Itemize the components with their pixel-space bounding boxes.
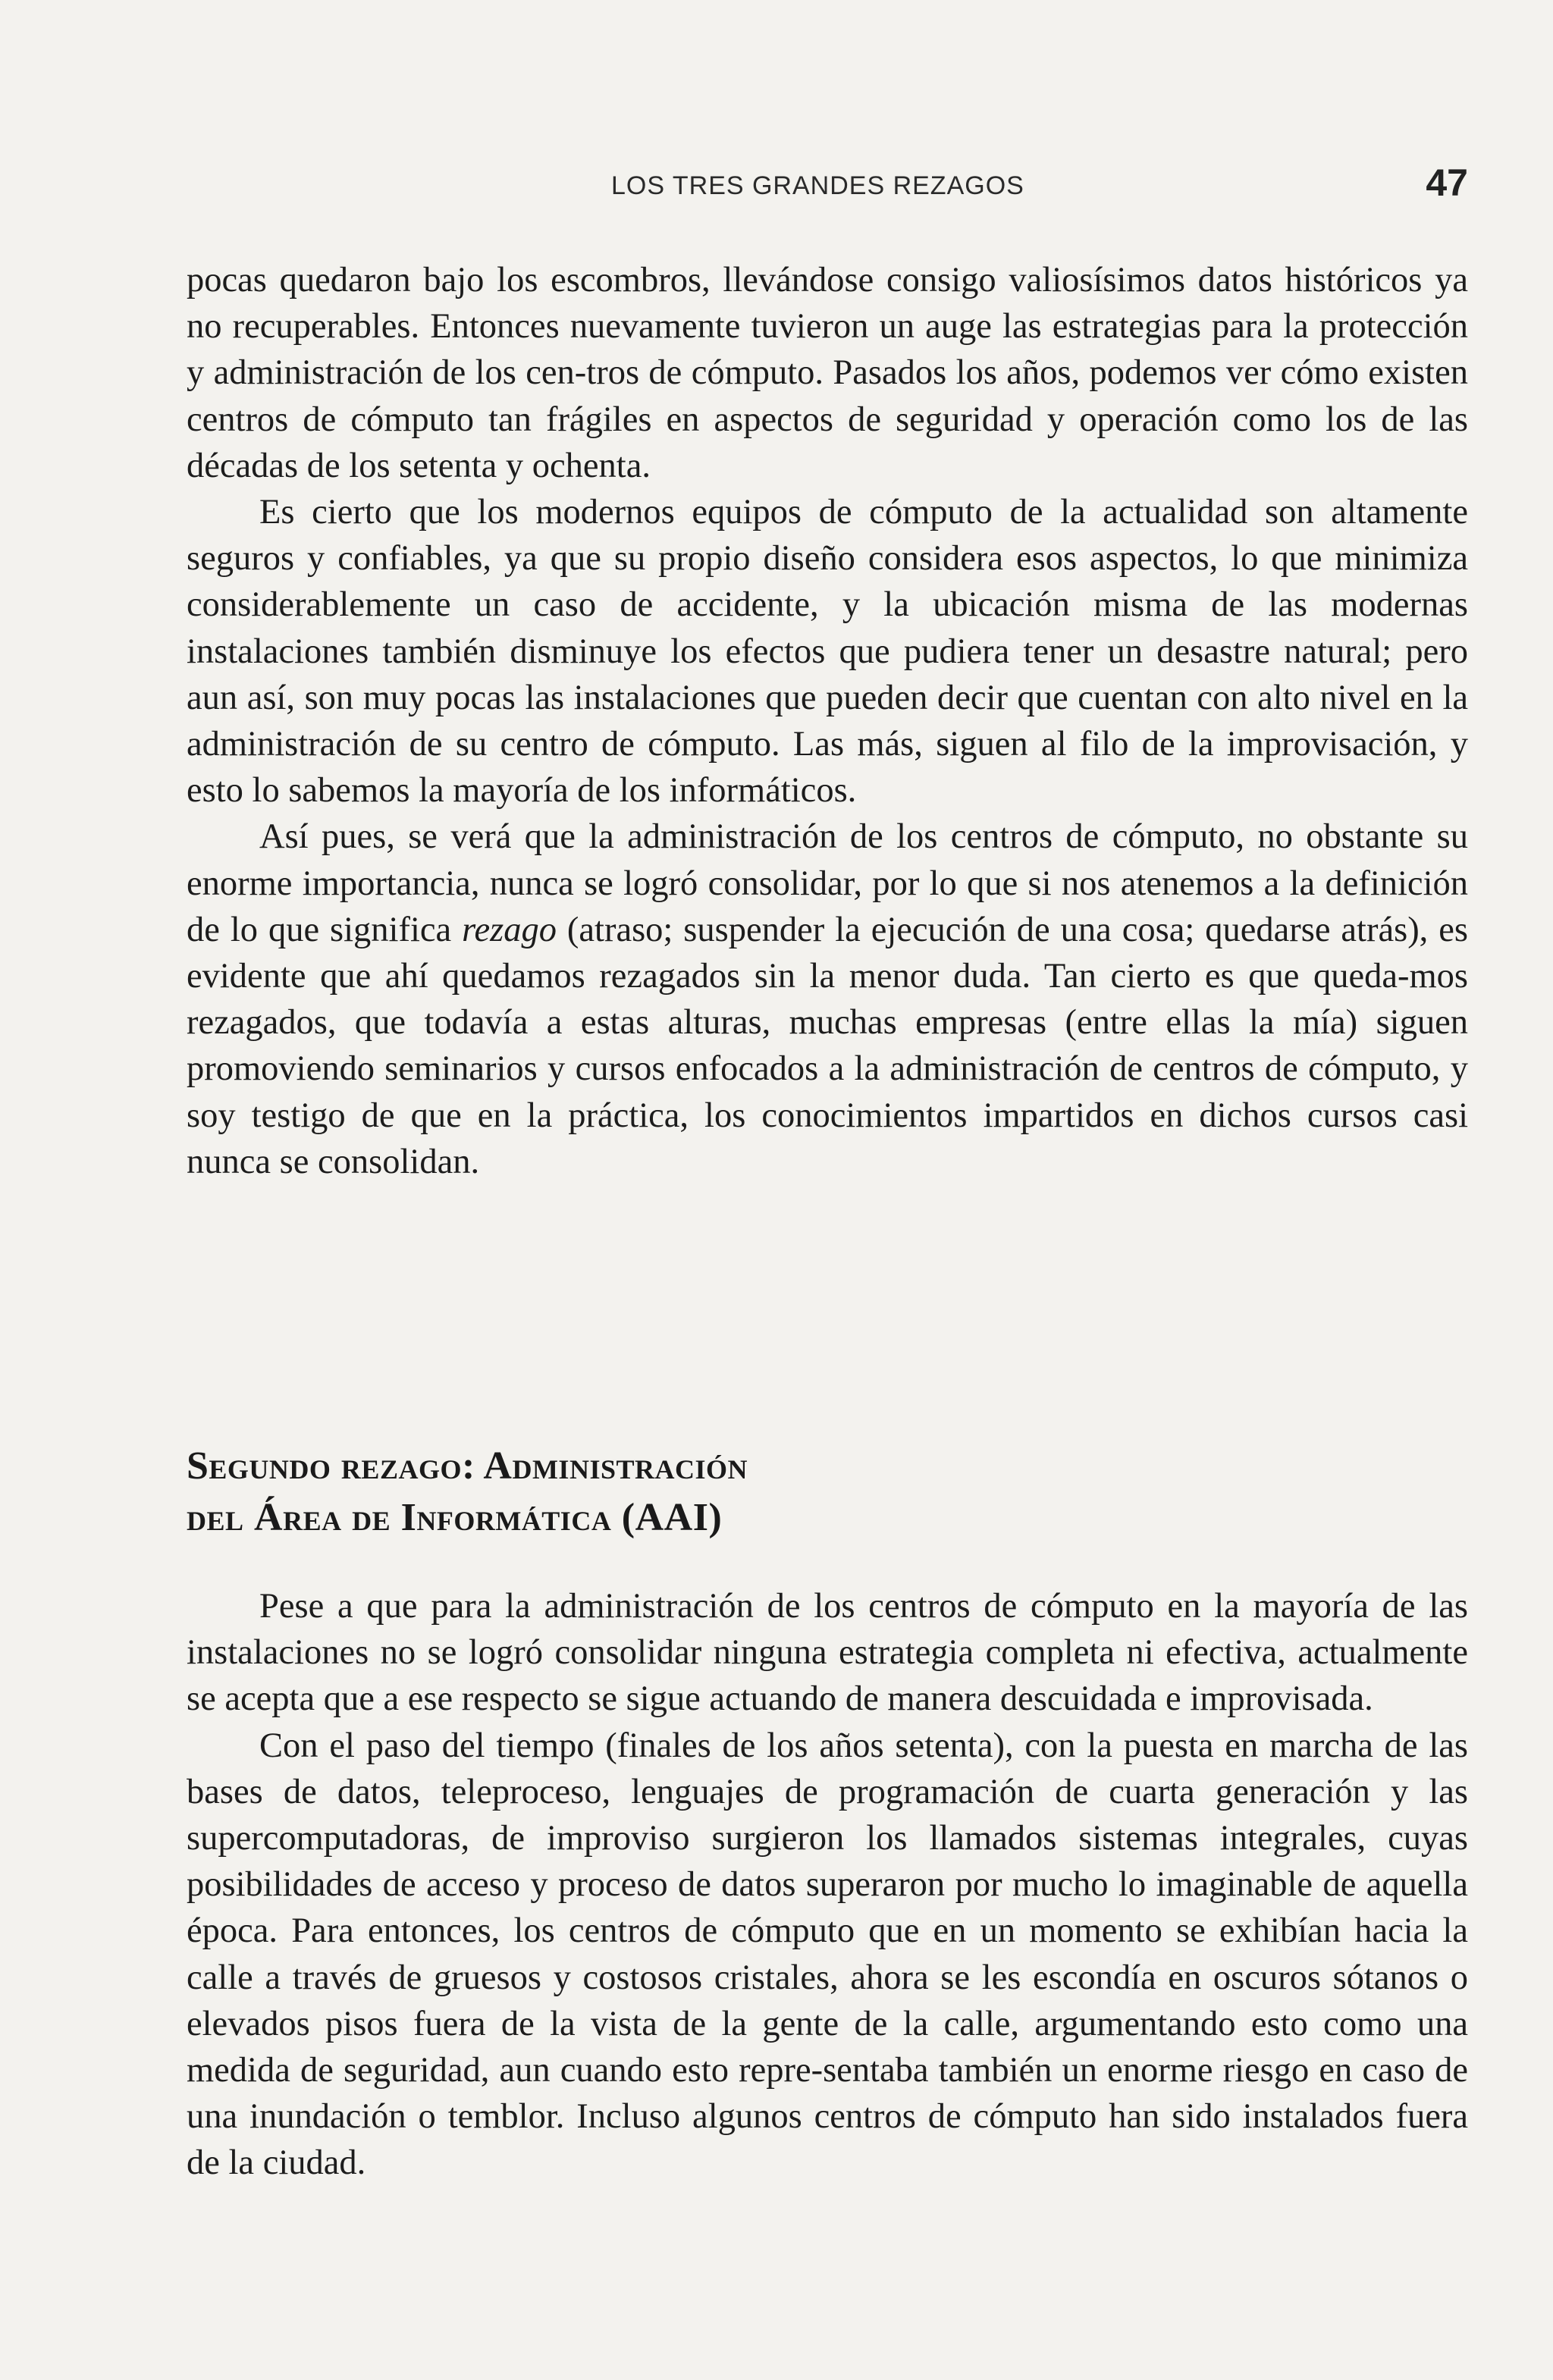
section-heading-line-2: del Área de Informática (AAI) [187,1496,723,1539]
body-text-section-two [187,1583,1468,2187]
paragraph: pocas quedaron bajo los escombros, llevándose consigo valiosísimos datos históricos ya no recuperables. Entonces nuevamente tuvieron un auge las estrategias para la protección y administración de los cen-tros de cómputo. Pasados los años, podemos ver cómo existen centros de cómputo tan frágiles en aspectos de seguridad y operación como los de las décadas de los setenta y ochenta. [187,261,1468,485]
page-number: 47 [1426,161,1468,204]
emphasized-term: rezago [462,910,557,949]
paragraph: Pese a que para la administración de los centros de cómputo en la mayoría de las instalaciones no se logró consolidar ninguna estrategia completa ni efectiva, actualmente se acepta que a ese respecto se sigue actuando de manera descuidada e improvisada. [187,1587,1468,1719]
section-heading-line-1: Segundo rezago: Administración [187,1444,748,1488]
paragraph: Es cierto que los modernos equipos de cómputo de la actualidad son altamente seguros y confiables, ya que su propio diseño considera esos aspectos, lo que minimiza considerablemente un caso de accidente, y la ubicación misma de las modernas instalaciones también disminuye los efectos que pudiera tener un desastre natural; pero aun así, son muy pocas las instalaciones que pueden decir que cuentan con alto nivel en la administración de su centro de cómputo. Las más, siguen al filo de la improvisación, y esto lo sabemos la mayoría de los informáticos. [187,493,1468,811]
running-head: LOS TRES GRANDES REZAGOS [611,171,1024,200]
section-heading [187,1441,1172,1544]
body-text-section-one [187,257,1468,1185]
paragraph: Con el paso del tiempo (finales de los años setenta), con la puesta en marcha de las bases de datos, teleproceso, lenguajes de programación de cuarta generación y las supercomputadoras, de improviso surgieron los llamados sistemas integrales, cuyas posibilidades de acceso y proceso de datos superaron por mucho lo imaginable de aquella época. Para entonces, los centros de cómputo que en un momento se exhibían hacia la calle a través de gruesos y costosos cristales, ahora se les escondía en oscuros sótanos o elevados pisos fuera de la vista de la gente de la calle, argumentando esto como una medida de seguridad, aun cuando esto repre-sentaba también un enorme riesgo en caso de una inundación o temblor. Incluso algunos centros de cómputo han sido instalados fuera de la ciudad. [187,1726,1468,2183]
paragraph: Así pues, se verá que la administración de los centros de cómputo, no obstante su enorme importancia, nunca se logró consolidar, por lo que si nos atenemos a la definición de lo que significa rezago (atraso; suspender la ejecución de una cosa; quedarse atrás), es evidente que ahí quedamos rezagados sin la menor duda. Tan cierto es que queda-mos rezagados, que todavía a estas alturas, muchas empresas (entre ellas la mía) siguen promoviendo seminarios y cursos enfocados a la administración de centros de cómputo, y soy testigo de que en la práctica, los conocimientos impartidos en dichos cursos casi nunca se consolidan. [187,817,1468,1181]
